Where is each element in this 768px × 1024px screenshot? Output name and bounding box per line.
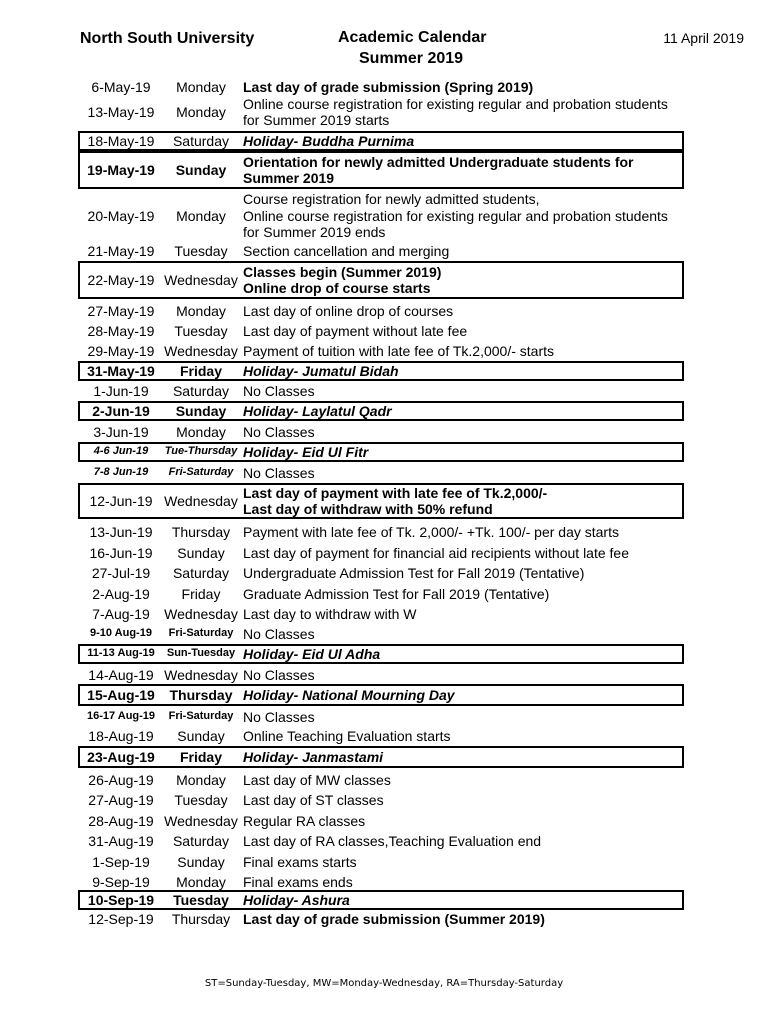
row-description <box>243 343 683 360</box>
issue-date: 11 April 2019 <box>663 30 744 46</box>
row-date: 28-May-19 <box>87 323 155 339</box>
description-line: Last day of withdraw with 50% refund <box>243 501 493 517</box>
calendar-row <box>0 322 768 340</box>
calendar-row <box>0 727 768 745</box>
row-date: 27-May-19 <box>87 303 155 319</box>
row-date: 18-Aug-19 <box>88 728 154 744</box>
row-description <box>243 687 683 704</box>
row-date: 28-Aug-19 <box>88 813 154 829</box>
row-day: Tuesday <box>173 892 229 908</box>
row-day: Friday <box>179 749 222 765</box>
description-line: Online Teaching Evaluation starts <box>243 727 451 744</box>
row-day: Tuesday <box>174 243 228 259</box>
description-line: Holiday- Ashura <box>243 891 350 908</box>
calendar-row <box>0 853 768 871</box>
calendar-row <box>0 544 768 562</box>
row-description <box>243 709 683 726</box>
description-line: Regular RA classes <box>243 812 366 829</box>
calendar-row <box>0 401 768 421</box>
row-date: 12-Jun-19 <box>89 493 153 509</box>
row-description <box>243 154 683 187</box>
row-date: 16-17 Aug-19 <box>86 710 156 722</box>
description-line: Holiday- Eid Ul Fitr <box>243 443 369 460</box>
description-line: Holiday- National Mourning Day <box>243 686 455 703</box>
row-day: Monday <box>176 79 226 95</box>
row-date: 10-Sep-19 <box>87 892 155 908</box>
calendar-row <box>0 302 768 320</box>
row-description <box>243 833 683 850</box>
description-line: Undergraduate Admission Test for Fall 2019 (Tentative) <box>243 564 585 581</box>
row-date: 2-Jun-19 <box>92 403 150 419</box>
row-day: Tue-Thursday <box>164 445 238 457</box>
row-date: 31-May-19 <box>87 363 155 379</box>
row-date: 6-May-19 <box>91 79 151 95</box>
calendar-row <box>0 483 768 519</box>
calendar-row <box>0 564 768 582</box>
row-day: Wednesday <box>164 343 238 359</box>
calendar-row <box>0 605 768 623</box>
calendar-row <box>0 585 768 603</box>
row-description <box>243 524 683 541</box>
row-description <box>243 403 683 420</box>
row-day: Sun-Tuesday <box>166 647 236 659</box>
row-description <box>243 586 683 603</box>
row-description <box>243 323 683 340</box>
calendar-row <box>0 242 768 260</box>
description-line: Online drop of course starts <box>243 280 431 296</box>
row-day: Monday <box>176 104 226 120</box>
row-description <box>243 545 683 562</box>
row-date: 1-Sep-19 <box>92 854 150 870</box>
row-description <box>243 444 683 461</box>
row-day: Thursday <box>169 687 233 703</box>
description-line: for Summer 2019 ends <box>243 224 386 241</box>
description-line: No Classes <box>243 382 315 399</box>
row-day: Wednesday <box>164 606 238 622</box>
row-date: 2-Aug-19 <box>92 586 150 602</box>
description-line: Final exams starts <box>243 853 357 870</box>
row-date: 3-Jun-19 <box>93 424 149 440</box>
row-day: Wednesday <box>164 272 238 288</box>
calendar-term: Summer 2019 <box>359 50 464 67</box>
row-description <box>243 626 683 643</box>
calendar-row <box>0 190 768 242</box>
row-day: Saturday <box>172 133 230 149</box>
row-date: 12-Sep-19 <box>88 911 154 927</box>
row-day: Monday <box>176 772 226 788</box>
calendar-row <box>0 625 768 643</box>
calendar-row <box>0 771 768 789</box>
row-date: 31-Aug-19 <box>88 833 154 849</box>
row-date: 27-Aug-19 <box>88 792 154 808</box>
description-line: Section cancellation and merging <box>243 242 450 259</box>
calendar-row <box>0 910 768 928</box>
calendar-row <box>0 361 768 381</box>
row-description <box>243 383 683 400</box>
calendar-row <box>0 812 768 830</box>
row-date: 9-Sep-19 <box>92 874 150 890</box>
row-description <box>243 79 683 96</box>
description-line: Orientation for newly admitted Undergraduate students for <box>243 153 634 170</box>
calendar-row <box>0 523 768 541</box>
row-description <box>243 465 683 482</box>
calendar-row <box>0 261 768 299</box>
row-description <box>243 485 683 518</box>
row-description <box>243 911 683 928</box>
row-date: 29-May-19 <box>87 343 155 359</box>
calendar-row <box>0 151 768 189</box>
description-line: Course registration for newly admitted students, <box>243 191 540 208</box>
calendar-title: Academic Calendar <box>338 29 487 46</box>
row-date: 18-May-19 <box>87 133 155 149</box>
footer-legend: ST=Sunday-Tuesday, MW=Monday-Wednesday, RA=Thursday-Saturday <box>204 978 564 989</box>
row-description <box>243 667 683 684</box>
row-day: Fri-Saturday <box>168 627 234 639</box>
description-line: Online course registration for existing regular and probation students <box>243 207 668 224</box>
description-line: No Classes <box>243 666 315 683</box>
description-line: Last day of RA classes,Teaching Evaluation end <box>243 832 542 849</box>
row-description <box>243 424 683 441</box>
row-description <box>243 792 683 809</box>
calendar-row <box>0 873 768 891</box>
description-line: Holiday- Janmastami <box>243 748 384 765</box>
row-description <box>243 728 683 745</box>
calendar-row <box>0 78 768 96</box>
row-description <box>243 191 683 241</box>
row-day: Wednesday <box>164 667 238 683</box>
row-description <box>243 96 683 129</box>
row-description <box>243 565 683 582</box>
row-date: 20-May-19 <box>87 208 155 224</box>
description-line: No Classes <box>243 423 315 440</box>
row-date: 9-10 Aug-19 <box>90 627 152 639</box>
row-date: 7-Aug-19 <box>92 606 150 622</box>
calendar-row <box>0 666 768 684</box>
row-description <box>243 874 683 891</box>
calendar-row <box>0 684 768 706</box>
description-line: for Summer 2019 starts <box>243 112 390 128</box>
row-day: Monday <box>176 424 226 440</box>
row-date: 13-Jun-19 <box>89 524 153 540</box>
row-description <box>243 646 683 663</box>
calendar-row <box>0 95 768 129</box>
row-day: Monday <box>176 208 226 224</box>
row-day: Fri-Saturday <box>168 710 234 722</box>
row-day: Saturday <box>172 833 230 849</box>
description-line: Holiday- Buddha Purnima <box>243 132 415 149</box>
calendar-row <box>0 832 768 850</box>
row-date: 16-Jun-19 <box>89 545 153 561</box>
calendar-row <box>0 342 768 360</box>
row-day: Fri-Saturday <box>168 466 234 478</box>
description-line: Online course registration for existing regular and probation students <box>243 95 668 112</box>
row-description <box>243 606 683 623</box>
description-line: Holiday- Laylatul Qadr <box>243 402 392 419</box>
row-day: Thursday <box>171 524 231 540</box>
row-description <box>243 133 683 150</box>
row-day: Monday <box>176 303 226 319</box>
description-line: No Classes <box>243 464 315 481</box>
row-day: Friday <box>179 363 222 379</box>
row-day: Sunday <box>175 162 227 178</box>
calendar-row <box>0 382 768 400</box>
description-line: Last day of payment for financial aid recipients without late fee <box>243 544 629 561</box>
calendar-row <box>0 791 768 809</box>
description-line: Summer 2019 <box>243 170 335 186</box>
row-day: Tuesday <box>174 792 228 808</box>
calendar-row <box>0 423 768 441</box>
row-description <box>243 854 683 871</box>
calendar-row <box>0 708 768 726</box>
row-day: Sunday <box>177 854 225 870</box>
row-description <box>243 749 683 766</box>
row-day: Sunday <box>177 728 225 744</box>
row-date: 26-Aug-19 <box>88 772 154 788</box>
description-line: Final exams ends <box>243 873 353 890</box>
row-day: Wednesday <box>164 493 238 509</box>
row-day: Tuesday <box>174 323 228 339</box>
description-line: Last day of grade submission (Summer 2019) <box>243 910 545 927</box>
row-day: Saturday <box>172 383 230 399</box>
row-date: 23-Aug-19 <box>87 749 155 765</box>
description-line: Classes begin (Summer 2019) <box>243 263 442 280</box>
calendar-row <box>0 464 768 482</box>
description-line: Holiday- Eid Ul Adha <box>243 645 381 662</box>
row-day: Friday <box>181 586 221 602</box>
description-line: Holiday- Jumatul Bidah <box>243 362 399 379</box>
row-description <box>243 264 683 297</box>
row-date: 27-Jul-19 <box>91 565 151 581</box>
row-day: Wednesday <box>164 813 238 829</box>
row-description <box>243 303 683 320</box>
row-date: 19-May-19 <box>87 162 155 178</box>
row-date: 14-Aug-19 <box>88 667 154 683</box>
row-description <box>243 813 683 830</box>
calendar-row <box>0 644 768 664</box>
row-description <box>243 772 683 789</box>
description-line: Payment of tuition with late fee of Tk.2,000/- starts <box>243 342 555 359</box>
calendar-row <box>0 890 768 910</box>
row-day: Thursday <box>171 911 231 927</box>
university-name: North South University <box>80 30 255 47</box>
description-line: No Classes <box>243 708 315 725</box>
row-day: Monday <box>176 874 226 890</box>
description-line: Last day of payment with late fee of Tk.2,000/- <box>243 484 548 501</box>
row-date: 1-Jun-19 <box>93 383 149 399</box>
row-description <box>243 243 683 260</box>
description-line: Last day of grade submission (Spring 2019) <box>243 78 534 95</box>
row-date: 13-May-19 <box>87 104 155 120</box>
row-date: 4-6 Jun-19 <box>93 445 149 457</box>
description-line: Last day of online drop of courses <box>243 302 454 319</box>
row-date: 21-May-19 <box>87 243 155 259</box>
description-line: Last day to withdraw with W <box>243 605 417 622</box>
row-date: 11-13 Aug-19 <box>87 647 155 659</box>
description-line: Last day of MW classes <box>243 771 391 788</box>
row-description <box>243 892 683 909</box>
row-day: Sunday <box>177 545 225 561</box>
description-line: Last day of ST classes <box>243 791 384 808</box>
row-date: 15-Aug-19 <box>87 687 155 703</box>
calendar-row <box>0 442 768 462</box>
row-description <box>243 363 683 380</box>
description-line: No Classes <box>243 625 315 642</box>
row-day: Sunday <box>175 403 227 419</box>
description-line: Graduate Admission Test for Fall 2019 (Tentative) <box>243 585 550 602</box>
description-line: Last day of payment without late fee <box>243 322 468 339</box>
row-day: Saturday <box>172 565 230 581</box>
description-line: Payment with late fee of Tk. 2,000/- +Tk. 100/- per day starts <box>243 523 619 540</box>
calendar-row <box>0 131 768 151</box>
calendar-row <box>0 746 768 768</box>
row-date: 22-May-19 <box>87 272 155 288</box>
row-date: 7-8 Jun-19 <box>93 466 149 478</box>
